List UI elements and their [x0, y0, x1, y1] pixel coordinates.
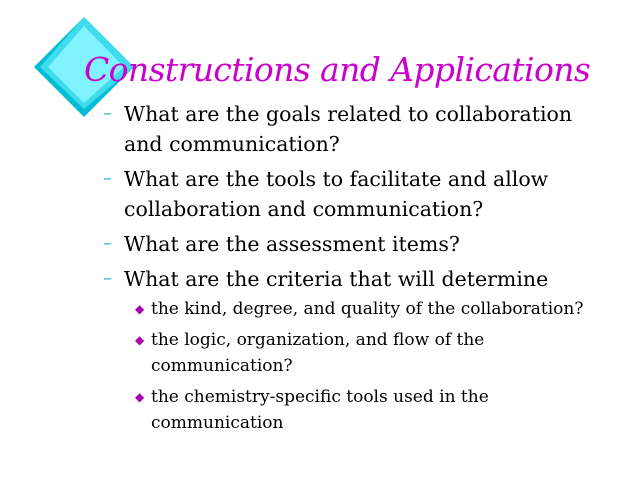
- bullet-text: What are the criteria that will determine: [124, 267, 549, 291]
- sub-bullet-text: the kind, degree, and quality of the collaboration?: [151, 299, 584, 319]
- sub-bullet-text: the logic, organization, and flow of the communication?: [151, 330, 485, 376]
- sub-bullet-tools: [135, 384, 608, 436]
- diamond-bullet-icon: ◆: [135, 333, 145, 347]
- dash-icon: –: [103, 103, 112, 124]
- diamond-bullet-icon: ◆: [135, 302, 145, 316]
- bullet-text: What are the tools to facilitate and allow collaboration and communication?: [124, 167, 549, 221]
- diamond-bullet-icon: ◆: [135, 390, 145, 404]
- sub-bullet-collaboration: [135, 296, 608, 322]
- bullet-list: [103, 99, 608, 436]
- dash-icon: –: [103, 268, 112, 289]
- bullet-text: What are the goals related to collaboration and communication?: [124, 102, 573, 156]
- bullet-text: What are the assessment items?: [124, 232, 460, 256]
- bullet-goals: [103, 99, 608, 159]
- sub-bullet-text: the chemistry-specific tools used in the communication: [151, 387, 489, 433]
- slide-title: Constructions and Applications: [84, 50, 591, 89]
- dash-icon: –: [103, 233, 112, 254]
- bullet-tools: [103, 164, 608, 224]
- sub-bullet-communication: [135, 327, 608, 379]
- dash-icon: –: [103, 168, 112, 189]
- sub-bullet-list: [124, 296, 608, 436]
- bullet-assessment: [103, 229, 608, 259]
- bullet-criteria: [103, 264, 608, 436]
- slide-content: [103, 99, 608, 441]
